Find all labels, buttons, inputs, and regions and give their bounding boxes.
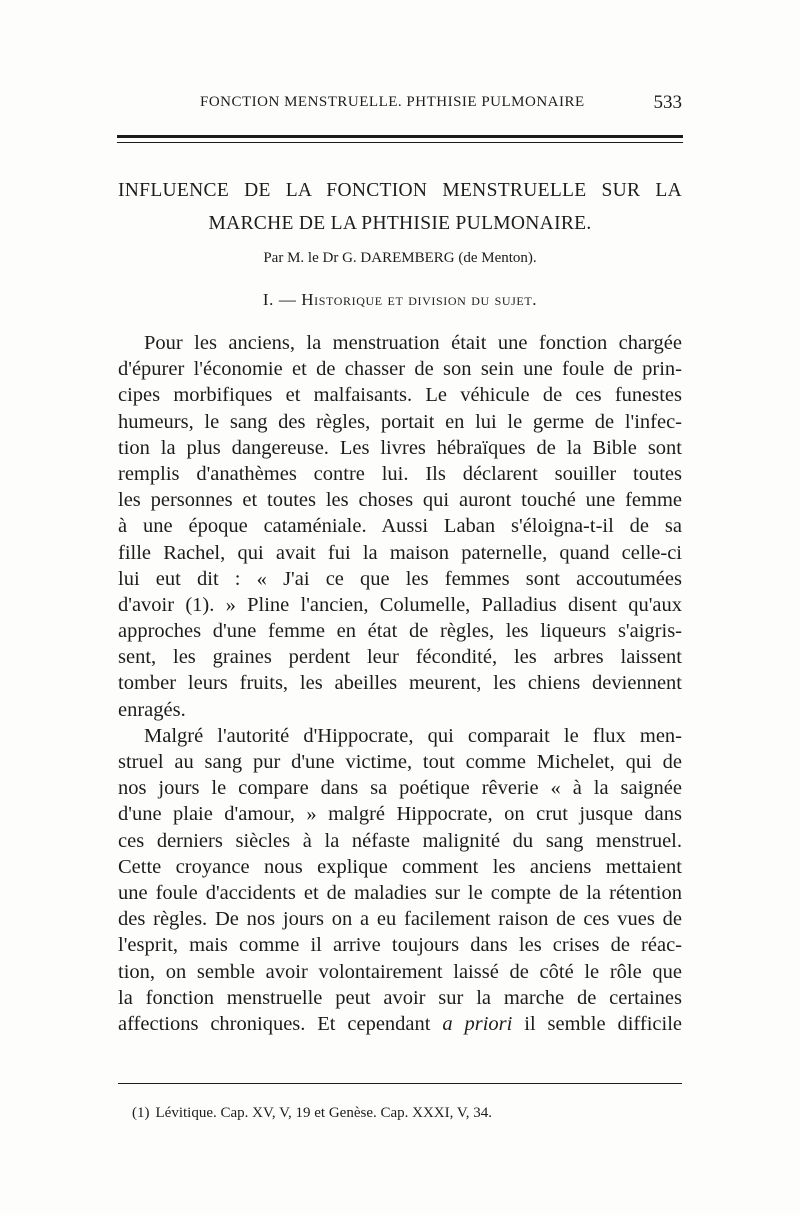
body-line: Pour les anciens, la menstruation était une fonction chargée — [144, 332, 682, 354]
footnote — [118, 1105, 682, 1122]
body-line: d'épurer l'économie et de chasser de son sein une foule de prin- — [118, 358, 682, 381]
body-line: tion, on semble avoir volontairement laissé de côté le rôle que — [118, 960, 682, 983]
title-line-1: INFLUENCE DE LA FONCTION MENSTRUELLE SUR LA — [118, 180, 682, 201]
body-line: à une époque cataméniale. Aussi Laban s'éloigna-t-il de sa — [118, 515, 682, 538]
body-line: struel au sang pur d'une victime, tout comme Michelet, qui de — [118, 751, 682, 773]
body-line-last — [118, 1011, 682, 1037]
byline: Par M. le Dr G. DAREMBERG (de Menton). — [263, 250, 537, 266]
footnote-marker: (1) — [132, 1105, 150, 1121]
header-rule-thick — [117, 135, 683, 138]
body-line: l'esprit, mais comme il arrive toujours dans les crises de réac- — [118, 934, 682, 957]
body-line: Malgré l'autorité d'Hippocrate, qui comparait le flux men- — [144, 724, 682, 747]
body-line: ces derniers siècles à la néfaste malignité du sang menstruel. — [118, 829, 682, 852]
header-rule-thin — [117, 142, 683, 143]
title-line-2: MARCHE DE LA PHTHISIE PULMONAIRE. — [208, 213, 592, 234]
body-line: des règles. De nos jours on a eu facilement raison de ces vues de — [118, 908, 682, 931]
body-text — [118, 330, 682, 1037]
article-title — [118, 174, 682, 240]
body-line: d'une plaie d'amour, » malgré Hippocrate, on crut jusque dans — [118, 803, 682, 826]
body-line: tion la plus dangereuse. Les livres hébraïques de la Bible sont — [118, 436, 682, 459]
body-line: nos jours le compare dans sa poétique rêverie « à la saignée — [118, 777, 682, 800]
body-line-start: affections chroniques. Et cependant — [118, 1012, 431, 1035]
body-line: Cette croyance nous explique comment les anciens mettaient — [118, 855, 682, 878]
body-line: fille Rachel, qui avait fui la maison paternelle, quand celle-ci — [118, 541, 682, 564]
body-line: cipes morbifiques et malfaisants. Le véhicule de ces funestes — [118, 384, 682, 407]
body-line: une foule d'accidents et de maladies sur le compte de la rétention — [118, 881, 682, 904]
body-line: enragés. — [118, 698, 186, 721]
running-head: FONCTION MENSTRUELLE. PHTHISIE PULMONAIRE — [200, 94, 585, 110]
body-line: sent, les graines perdent leur fécondité, les arbres laissent — [118, 646, 682, 669]
page-number: 533 — [653, 92, 682, 113]
body-line: tomber leurs fruits, les abeilles meurent, les chiens deviennent — [118, 672, 682, 695]
footnote-text: Lévitique. Cap. XV, V, 19 et Genèse. Cap. XXXI, V, 34. — [155, 1105, 493, 1121]
body-line: d'avoir (1). » Pline l'ancien, Columelle, Palladius disent qu'aux — [118, 593, 682, 616]
body-line: approches d'une femme en état de règles, les liqueurs s'aigris- — [118, 620, 682, 643]
body-line: humeurs, le sang des règles, portait en lui le germe de l'infec- — [118, 410, 682, 433]
italic-phrase: a priori — [442, 1012, 513, 1035]
section-heading: I. — Historique et division du sujet. — [262, 290, 538, 309]
body-line: lui eut dit : « J'ai ce que les femmes sont accoutumées — [118, 567, 682, 590]
body-line: remplis d'anathèmes contre lui. Ils déclarent souiller toutes — [118, 462, 682, 485]
body-line-end: il semble difficile — [524, 1012, 682, 1035]
footnote-rule — [118, 1083, 682, 1084]
body-line: la fonction menstruelle peut avoir sur la marche de certaines — [118, 986, 682, 1009]
body-line: les personnes et toutes les choses qui auront touché une femme — [118, 489, 682, 512]
